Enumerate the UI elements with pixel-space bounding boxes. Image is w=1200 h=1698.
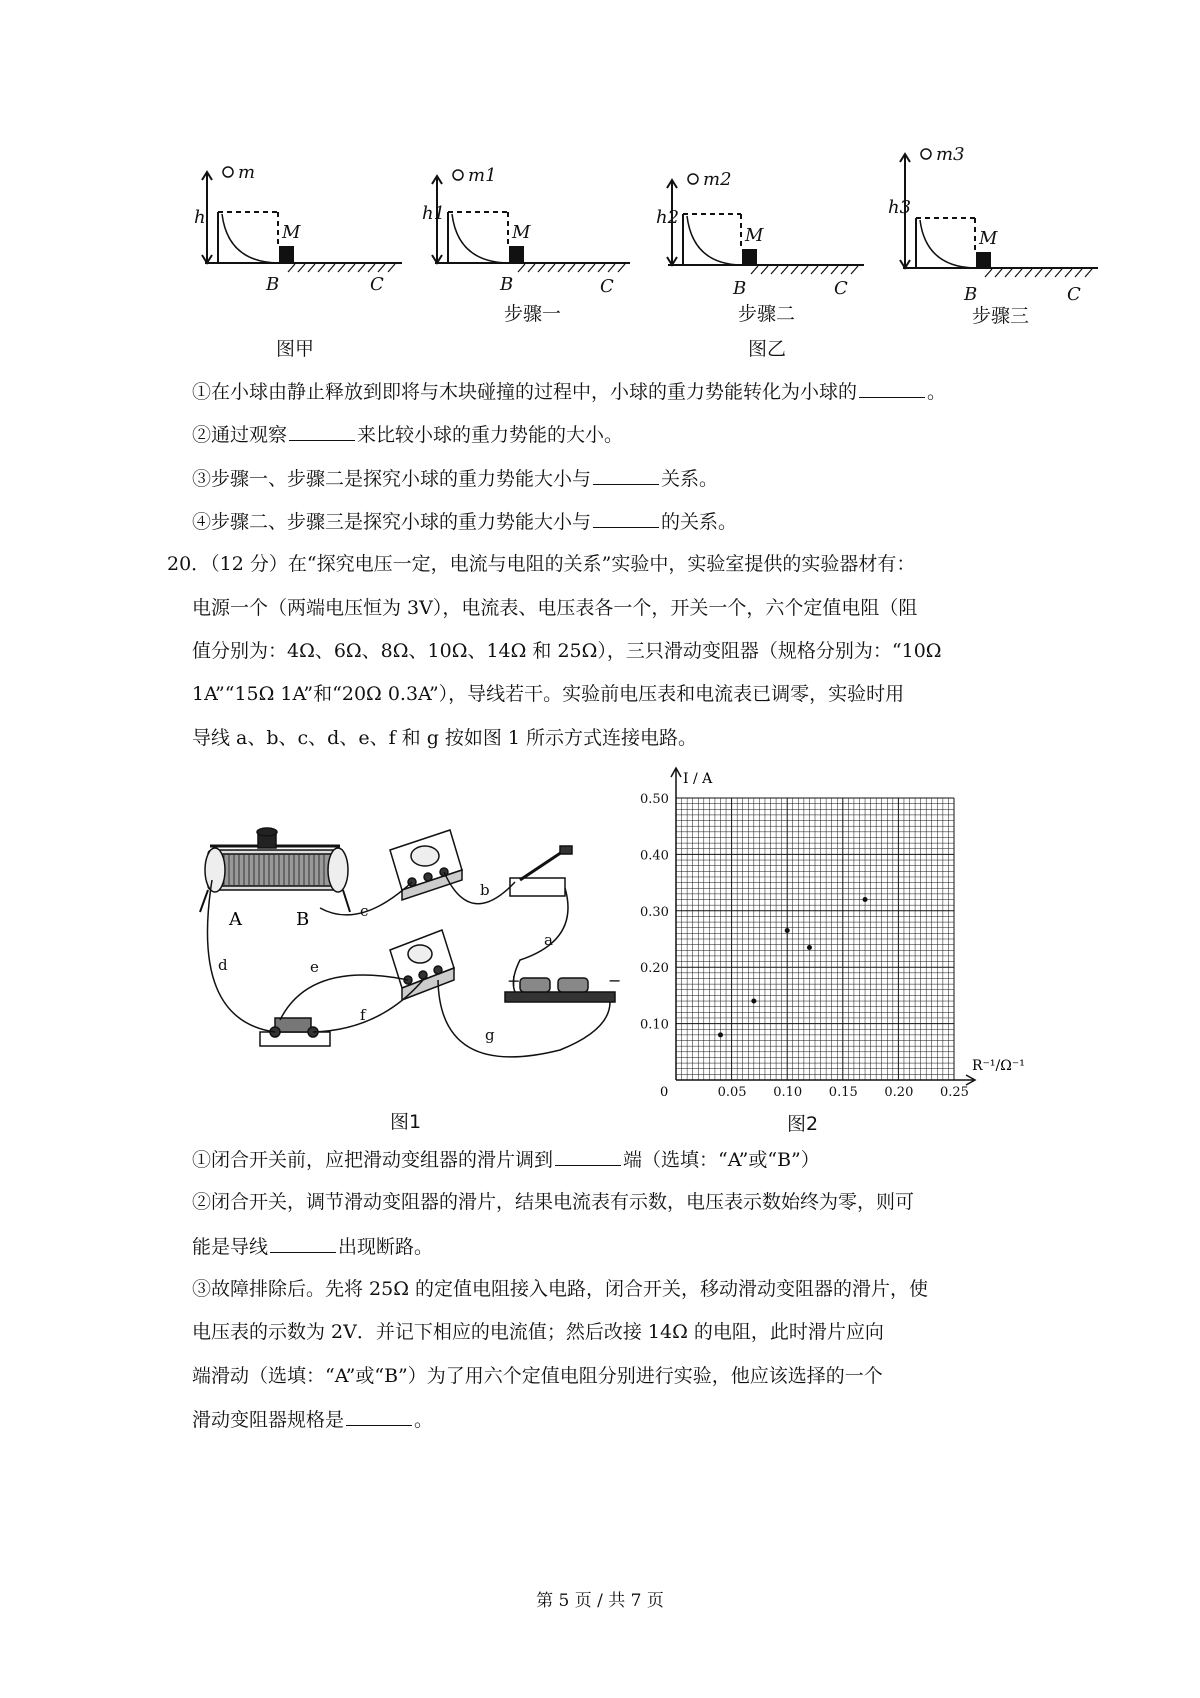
q20-item-3-line-3: 端滑动（选填：“A”或“B”）为了用六个定值电阻分别进行实验，他应该选择的一个 [192,1365,883,1387]
y-tick-label: 0.50 [640,792,669,807]
ball-step1 [453,170,463,180]
q20-line-2: 电源一个（两端电压恒为 3V），电流表、电压表各一个，开关一个，六个定值电阻（阻 [192,597,918,619]
x-axis-label: R⁻¹/Ω⁻¹ [972,1058,1025,1074]
q19-item-2: ②通过观察 来比较小球的重力势能的大小。 [192,424,624,446]
label-h: h [194,207,206,228]
x-tick-label: 0.05 [717,1085,747,1100]
answer-blank[interactable] [346,1407,412,1426]
caption-figure-2: 图2 [787,1113,819,1135]
rheostat [200,828,350,912]
origin-label: 0 [660,1085,669,1100]
label-m2: m2 [703,169,732,190]
wire-a [513,888,568,992]
label-m3: m3 [936,144,965,165]
block-jia [279,246,294,263]
label-block-1: M [512,222,531,243]
label-h2: h2 [656,207,680,228]
block-step1 [509,246,524,263]
page-footer: 第 5 页 / 共 7 页 [536,1591,664,1611]
label-wire-e: e [310,958,319,976]
data-point [807,945,812,950]
answer-blank[interactable] [859,379,925,398]
label-b-2: B [733,278,747,299]
y-axis-label: I / A [683,771,713,787]
q20-line-4: 1A”“15Ω 1A”和“20Ω 0.3A”），导线若干。实验前电压表和电流表已调零，实验时用 [192,683,905,705]
label-wire-f: f [360,1006,366,1024]
data-point [718,1032,723,1037]
battery-plus: + [507,971,521,990]
label-h3: h3 [888,197,912,218]
label-wire-a: a [544,931,553,949]
q20-line-5: 导线 a、b、c、d、e、f 和 g 按如图 1 所示方式连接电路。 [192,727,698,749]
label-block-jia: M [282,222,301,243]
caption-fig-jia: 图甲 [276,338,315,360]
battery-minus: − [608,971,622,990]
label-wire-d: d [218,956,228,974]
label-block-2: M [745,225,764,246]
x-tick-label: 0.10 [773,1085,803,1100]
switch [510,846,572,896]
label-m: m [238,162,256,183]
q20-item-3-line-4: 滑动变阻器规格是 。 [192,1409,434,1431]
ball-step3 [921,149,931,159]
q20-item-3-line-2: 电压表的示数为 2V．并记下相应的电流值；然后改接 14Ω 的电阻，此时滑片应向 [192,1321,884,1343]
label-block-3: M [979,228,998,249]
label-c-3: C [1067,284,1081,305]
data-point [751,999,756,1004]
block-step2 [742,249,757,265]
q19-item-1: ①在小球由静止释放到即将与木块碰撞的过程中，小球的重力势能转化为小球的 。 [192,381,947,403]
label-c-2: C [834,278,848,299]
label-wire-c: c [360,902,369,920]
block-step3 [976,252,991,268]
data-point [785,928,790,933]
q20-line-1: 20．（12 分）在“探究电压一定，电流与电阻的关系”实验中，实验室提供的实验器材有： [167,553,916,575]
answer-blank[interactable] [289,422,355,441]
ammeter [390,830,462,900]
x-tick-label: 0.25 [940,1085,969,1100]
x-tick-label: 0.20 [884,1085,914,1100]
voltmeter [390,930,454,1000]
y-tick-label: 0.20 [640,961,669,977]
answer-blank[interactable] [593,466,659,485]
rheostat-terminal-b: B [296,909,310,930]
caption-step2: 步骤二 [738,303,796,325]
x-tick-label: 0.15 [828,1085,858,1100]
label-b-3: B [964,284,978,305]
label-b-1: B [500,274,514,295]
wire-e [280,975,408,1020]
current-vs-inverse-resistance-graph [640,760,1040,1110]
y-tick-label: 0.30 [640,904,669,920]
label-wire-b: b [480,881,490,899]
label-m1: m1 [468,165,497,186]
answer-blank[interactable] [593,509,659,528]
ramp-figures [0,140,1200,365]
caption-step1: 步骤一 [504,303,562,325]
data-point [863,897,868,902]
label-b-jia: B [266,274,280,295]
battery [505,978,615,1002]
q20-item-2-line-1: ②闭合开关，调节滑动变阻器的滑片，结果电流表有示数，电压表示数始终为零，则可 [192,1191,915,1213]
label-c-1: C [600,276,614,297]
y-tick-label: 0.10 [640,1017,669,1033]
rheostat-terminal-a: A [229,909,242,930]
label-wire-g: g [485,1026,495,1044]
answer-blank[interactable] [270,1234,336,1253]
caption-step3: 步骤三 [972,305,1030,327]
q20-item-3-line-1: ③故障排除后。先将 25Ω 的定值电阻接入电路，闭合开关，移动滑动变阻器的滑片，使 [192,1278,929,1300]
q20-item-1: ①闭合开关前，应把滑动变组器的滑片调到 端（选填：“A”或“B”） [192,1149,820,1171]
circuit-diagram [180,820,640,1080]
ball-jia [223,167,233,177]
q19-item-4: ④步骤二、步骤三是探究小球的重力势能大小与 的关系。 [192,511,738,533]
q20-line-3: 值分别为：4Ω、6Ω、8Ω、10Ω、14Ω 和 25Ω），三只滑动变阻器（规格分别为：“10Ω [192,640,942,662]
y-tick-label: 0.40 [640,848,669,864]
caption-fig-yi: 图乙 [748,338,787,360]
label-h1: h1 [422,203,446,224]
label-c-jia: C [370,274,384,295]
q20-item-2-line-2: 能是导线 出现断路。 [192,1236,434,1258]
answer-blank[interactable] [555,1147,621,1166]
q19-item-3: ③步骤一、步骤二是探究小球的重力势能大小与 关系。 [192,468,719,490]
caption-figure-1: 图1 [390,1111,422,1133]
ball-step2 [688,174,698,184]
